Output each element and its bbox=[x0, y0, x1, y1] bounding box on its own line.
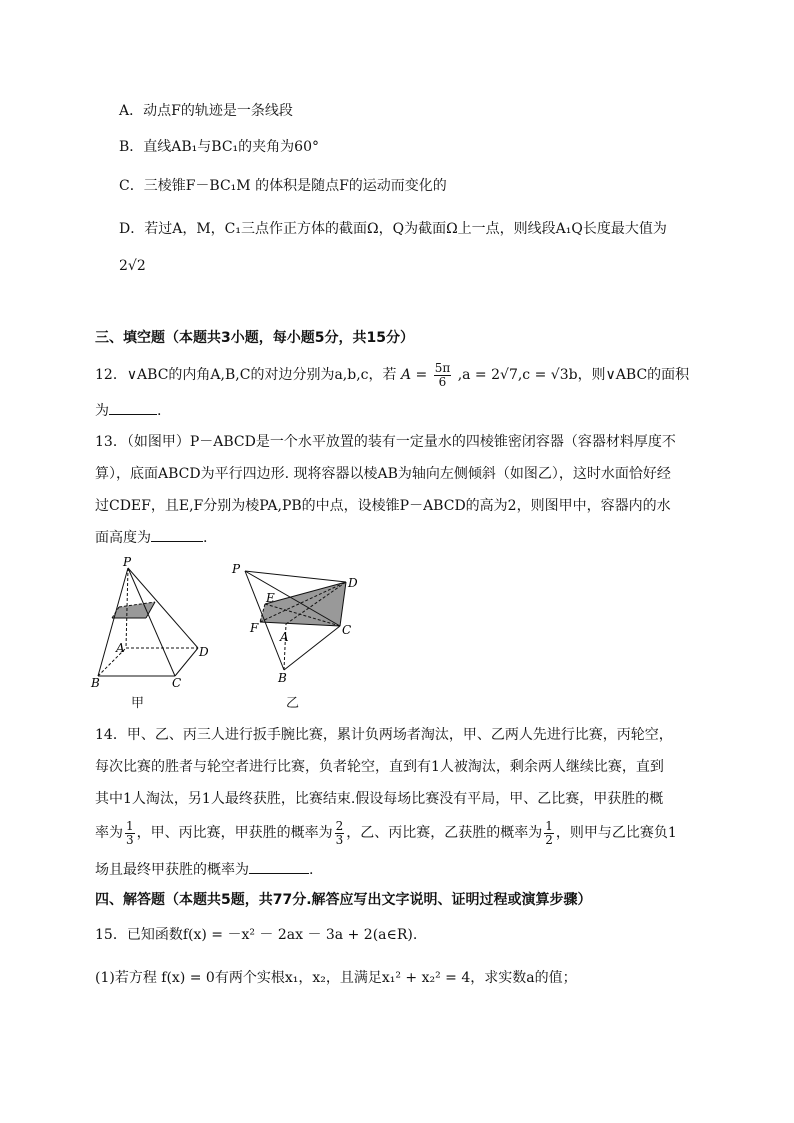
q12-fraction-numerator: 5π bbox=[434, 361, 451, 375]
section-4-heading: 四、解答题（本题共5题，共77分.解答应写出文字说明、证明过程或演算步骤） bbox=[95, 892, 592, 908]
q13-line4: 面高度为 . bbox=[95, 530, 208, 546]
q14-line3: 其中1人淘汰，另1人最终获胜，比赛结束.假设每场比赛没有平局，甲、乙比赛，甲获胜的概 bbox=[95, 791, 664, 807]
q12-angle-fraction bbox=[434, 362, 452, 388]
q14-text-d: ，则甲与乙比赛负1 bbox=[555, 825, 677, 842]
q11-option-b: B．直线AB₁与BC₁的夹角为60° bbox=[119, 139, 319, 155]
q14-text-c: ，乙、丙比赛，乙获胜的概率为 bbox=[346, 825, 543, 842]
figure-jia-caption: 甲 bbox=[131, 696, 145, 711]
fraction-numerator: 1 bbox=[545, 819, 553, 833]
label-b: B bbox=[278, 671, 287, 685]
q11-option-d-line1: D．若过A，M，C₁三点作正方体的截面Ω，Q为截面Ω上一点，则线段A₁Q长度最大值为 bbox=[119, 221, 667, 237]
fraction-numerator: 1 bbox=[126, 819, 134, 833]
figure-yi-caption: 乙 bbox=[286, 696, 300, 711]
q14-text-b: ，甲、丙比赛，甲获胜的概率为 bbox=[136, 825, 333, 842]
label-p: P bbox=[232, 562, 241, 576]
q14-line1: 14．甲、乙、丙三人进行扳手腕比赛，累计负两场者淘汰，甲、乙两人先进行比赛，丙轮空， bbox=[95, 727, 673, 743]
q13-line1: 13．（如图甲）P－ABCD是一个水平放置的装有一定量水的四棱锥密闭容器（容器材料厚度不 bbox=[95, 434, 676, 450]
q12-fraction-denominator: 6 bbox=[438, 374, 447, 389]
q11-option-a: A．动点F的轨迹是一条线段 bbox=[119, 103, 293, 119]
label-c: C bbox=[342, 623, 352, 637]
q12-conditions: ,a = 2√7,c = √3b，则∨ABC的面积 bbox=[457, 367, 690, 384]
q14-line5-text: 场且最终甲获胜的概率为 bbox=[95, 862, 249, 878]
label-f: F bbox=[250, 621, 259, 635]
figure-jia bbox=[90, 556, 220, 692]
q12-line2-text: 为 bbox=[95, 403, 109, 419]
label-p: P bbox=[123, 556, 132, 569]
q12-line1 bbox=[95, 362, 689, 388]
label-a: A bbox=[280, 630, 289, 644]
q13-line3: 过CDEF，且E,F分别为棱PA,PB的中点，设棱锥P－ABCD的高为2，则图甲中，容器内的水 bbox=[95, 498, 671, 514]
label-e: E bbox=[266, 591, 275, 605]
q13-line2: 算），底面ABCD为平行四边形. 现将容器以棱AB为轴向左侧倾斜（如图乙），这时水面恰好经 bbox=[95, 466, 671, 482]
label-b: B bbox=[91, 676, 100, 690]
fraction-denominator: 3 bbox=[126, 832, 134, 847]
q14-fraction-1 bbox=[125, 820, 135, 846]
answer-blank bbox=[249, 861, 309, 874]
label-c: C bbox=[172, 676, 182, 690]
q11-option-c: C．三棱锥F－BC₁M 的体积是随点F的运动而变化的 bbox=[119, 178, 447, 194]
q14-fraction-3 bbox=[544, 820, 554, 846]
q14-line2: 每次比赛的胜者与轮空者进行比赛，负者轮空，直到有1人被淘汰，剩余两人继续比赛，直到 bbox=[95, 759, 664, 775]
q11-option-d-line2: 2√2 bbox=[119, 258, 146, 274]
q12-line2: 为 . bbox=[95, 403, 162, 419]
fraction-denominator: 2 bbox=[545, 832, 553, 847]
q14-fraction-2 bbox=[335, 820, 345, 846]
fraction-numerator: 2 bbox=[335, 819, 344, 833]
section-3-heading: 三、填空题（本题共3小题，每小题5分，共15分） bbox=[95, 330, 414, 346]
answer-blank bbox=[151, 529, 203, 542]
q14-line5: 场且最终甲获胜的概率为 . bbox=[95, 862, 314, 878]
figure-yi bbox=[228, 560, 368, 685]
q14-text-a: 率为 bbox=[95, 825, 123, 842]
label-d: D bbox=[199, 645, 209, 659]
q15-line1: 15．已知函数f(x) = －x² － 2ax － 3a + 2(a∈R). bbox=[95, 927, 418, 943]
label-a: A bbox=[116, 641, 125, 655]
q12-prefix: 12．∨ABC的内角A,B,C的对边分别为a,b,c，若 bbox=[95, 367, 397, 384]
answer-blank bbox=[109, 402, 157, 415]
q15-sub1: (1)若方程 f(x) = 0有两个实根x₁，x₂，且满足x₁² + x₂² = 4，求实数a的值； bbox=[95, 970, 577, 986]
q14-line4 bbox=[95, 820, 677, 846]
label-d: D bbox=[348, 576, 358, 590]
q13-line4-text: 面高度为 bbox=[95, 530, 151, 546]
fraction-denominator: 3 bbox=[335, 832, 344, 847]
q12-angle-label: A = bbox=[400, 367, 428, 384]
